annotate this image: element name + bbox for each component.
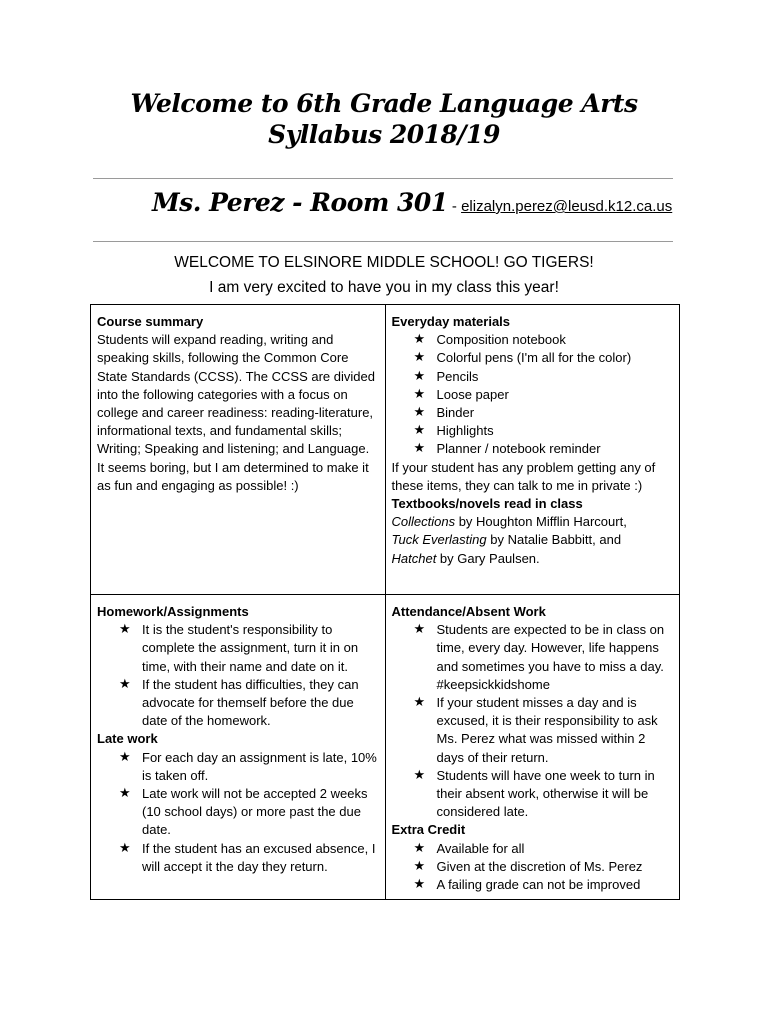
star-icon: ★ xyxy=(413,767,426,783)
list-item: ★ Students will have one week to turn in their absent work, otherwise it will be considered late. xyxy=(413,767,655,820)
star-icon: ★ xyxy=(119,622,131,638)
star-icon: ★ xyxy=(413,350,426,366)
extra-credit-heading: Extra Credit xyxy=(391,822,466,838)
materials-note: If your student has any problem getting any of these items, they can talk to me in private :) xyxy=(391,459,656,493)
star-icon: ★ xyxy=(413,423,426,439)
list-item: ★ Students are expected to be in class on time, every day. However, life happens and sometimes you have to miss a day. #keepsickkidshome xyxy=(413,622,665,692)
list-item: ★ Highlights xyxy=(412,422,674,440)
teacher-name: Ms. Perez - Room 301 xyxy=(152,188,448,217)
list-item: ★ Available for all xyxy=(412,840,674,858)
list-item: ★ If the student has difficulties, they can advocate for themself before the due date of the homework. xyxy=(119,676,359,729)
star-icon: ★ xyxy=(119,676,131,692)
list-item: ★ Given at the discretion of Ms. Perez xyxy=(412,858,674,876)
email-link[interactable]: elizalyn.perez@leusd.k12.ca.us xyxy=(461,198,673,215)
star-icon: ★ xyxy=(413,858,426,874)
star-icon: ★ xyxy=(119,749,131,765)
star-icon: ★ xyxy=(119,786,131,802)
star-icon: ★ xyxy=(413,622,426,638)
star-icon: ★ xyxy=(413,441,426,457)
list-item: ★ It is the student's responsibility to complete the assignment, turn it in on time, with their name and date on it. xyxy=(119,622,359,674)
document-title xyxy=(0,88,768,150)
book-title: Tuck Everlasting xyxy=(391,532,487,548)
star-icon: ★ xyxy=(413,332,426,348)
syllabus-table xyxy=(90,304,680,900)
list-item: ★ Composition notebook xyxy=(412,331,674,349)
homework-heading: Homework/Assignments xyxy=(97,604,249,619)
course-summary-cell xyxy=(91,305,386,595)
star-icon: ★ xyxy=(119,840,131,856)
attendance-heading: Attendance/Absent Work xyxy=(391,604,546,619)
list-item: ★ Binder xyxy=(412,404,674,422)
late-work-list xyxy=(97,749,379,876)
homework-list xyxy=(97,621,379,730)
star-icon: ★ xyxy=(413,368,426,384)
course-summary-text: Students will expand reading, writing and speaking skills, following the Common Core State Standards (CCSS). The CCSS are divided into the following categories with a focus on college and career readiness: reading-literature, informational texts, and fundamental skills; Writing; Speaking and listening; and Language. It seems boring, but I am determined to make it as fun and engaging as possible! :) xyxy=(97,332,375,493)
list-item: ★ Planner / notebook reminder xyxy=(412,440,674,458)
star-icon: ★ xyxy=(413,386,426,402)
book-title: Collections xyxy=(391,514,456,530)
list-item: ★ If the student has an excused absence, I will accept it the day they return. xyxy=(119,840,376,874)
course-summary-heading: Course summary xyxy=(97,314,204,329)
separator: - xyxy=(447,198,462,215)
list-item: ★ For each day an assignment is late, 10% is taken off. xyxy=(119,749,377,783)
list-item: ★ Loose paper xyxy=(412,386,674,404)
attendance-cell xyxy=(385,595,680,900)
materials-cell xyxy=(385,305,680,595)
title-line-1: Welcome to 6th Grade Language Arts xyxy=(130,89,638,118)
textbooks-list: Collections by Houghton Mifflin Harcourt, Tuck Everlasting by Natalie Babbitt, and Hatchet by Gary Paulsen. xyxy=(391,514,627,566)
welcome-line-1: WELCOME TO ELSINORE MIDDLE SCHOOL! GO TIGERS! xyxy=(174,254,594,271)
attendance-list xyxy=(392,621,674,821)
teacher-line xyxy=(152,188,672,217)
list-item: ★ A failing grade can not be improved xyxy=(412,876,674,894)
star-icon: ★ xyxy=(413,405,426,421)
list-item: ★ If your student misses a day and is excused, it is their responsibility to ask Ms. Perez what was missed within 2 days of their return. xyxy=(413,695,658,765)
list-item: ★ Pencils xyxy=(412,368,674,386)
star-icon: ★ xyxy=(413,840,426,856)
star-icon: ★ xyxy=(413,695,426,711)
title-line-2: Syllabus 2018/19 xyxy=(268,120,500,149)
list-item: ★ Late work will not be accepted 2 weeks (10 school days) or more past the due date. xyxy=(119,786,368,838)
late-work-heading: Late work xyxy=(97,731,158,747)
divider-bottom xyxy=(93,241,673,242)
divider-top xyxy=(93,178,673,179)
homework-cell xyxy=(91,595,386,900)
book-title: Hatchet xyxy=(391,550,437,566)
materials-heading: Everyday materials xyxy=(391,314,511,329)
list-item: ★ Colorful pens (I'm all for the color) xyxy=(412,349,674,367)
textbooks-heading: Textbooks/novels read in class xyxy=(391,496,583,512)
star-icon: ★ xyxy=(413,877,426,893)
extra-credit-list xyxy=(392,840,674,895)
welcome-line-2: I am very excited to have you in my class this year! xyxy=(209,279,559,296)
materials-list xyxy=(392,331,674,458)
